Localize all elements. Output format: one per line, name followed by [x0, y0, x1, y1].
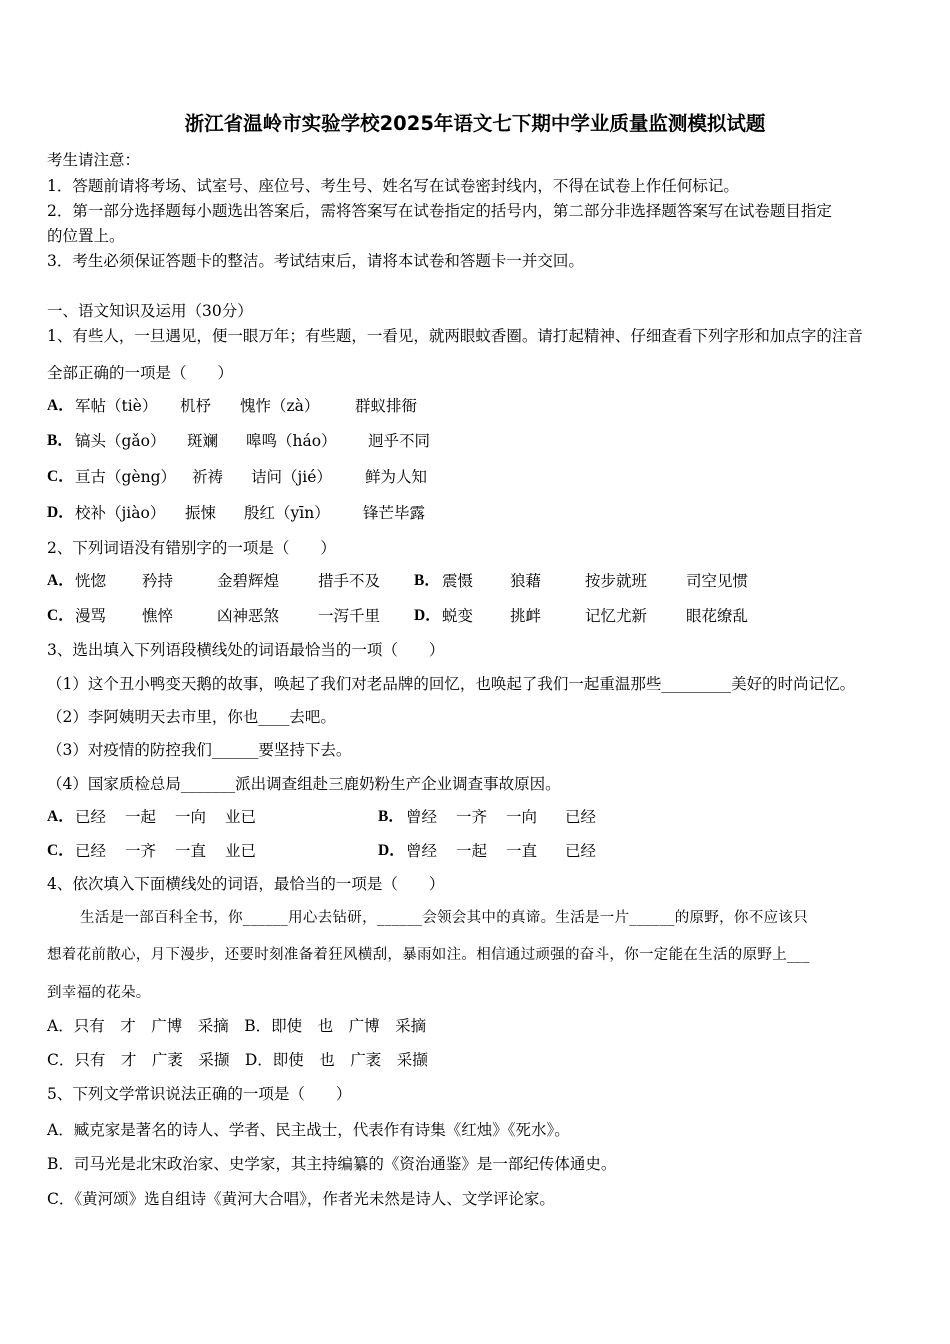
option-item: 一起: [456, 842, 488, 860]
option-label: A．: [47, 397, 74, 414]
question-3-stem: 3、选出填入下列语段横线处的词语最恰当的一项（ ）: [47, 641, 445, 659]
question-3-sentence: （3）对疫情的防控我们______要坚持下去。: [47, 741, 352, 759]
option-item: 憔悴: [142, 607, 174, 625]
option-item: 措手不及: [318, 572, 381, 590]
option-item: 诘问（jié）: [251, 468, 332, 486]
question-4-passage: 生活是一部百科全书，你______用心去钻研，______会领会其中的真谛。生活是一片______的原野，你不应该只: [80, 910, 808, 926]
option-item: 殷红（yīn）: [244, 504, 330, 522]
option-item: 一向: [506, 808, 538, 826]
option-item: 一泻千里: [318, 607, 381, 625]
option-label: D．: [414, 607, 441, 624]
option-item: 一齐: [125, 842, 157, 860]
option-item: 已经: [565, 842, 597, 860]
option-item: 一齐: [456, 808, 488, 826]
option-item: 群蚁排衙: [355, 397, 418, 415]
question-5-stem: 5、下列文学常识说法正确的一项是（ ）: [47, 1085, 352, 1103]
question-3-sentence: （4）国家质检总局_______派出调查组赴三鹿奶粉生产企业调查事故原因。: [47, 775, 561, 793]
question-2-stem: 2、下列词语没有错别字的一项是（ ）: [47, 539, 336, 557]
option-label: D．: [378, 842, 405, 859]
option-item: 眼花缭乱: [686, 607, 749, 625]
option-item: 已经: [75, 842, 107, 860]
option-item: 曾经: [406, 842, 438, 860]
option-item: 狼藉: [510, 572, 542, 590]
option-item: 嗥鸣（háo）: [246, 432, 337, 450]
option-item: 校补（jiào）: [75, 504, 166, 522]
option-label: B．: [378, 808, 404, 825]
option-item: 镐头（gǎo）: [75, 432, 166, 450]
option-item: 一起: [125, 808, 157, 826]
option-item: 恍惚: [75, 572, 107, 590]
notice-item: 3．考生必须保证答题卡的整洁。考试结束后，请将本试卷和答题卡一并交回。: [47, 252, 584, 270]
option-item: 机杼: [180, 397, 212, 415]
question-5-option: C．《黄河颂》选自组诗《黄河大合唱》，作者光未然是诗人、文学评论家。: [47, 1190, 555, 1208]
option-label: A．: [47, 572, 74, 589]
option-item: 一向: [175, 808, 207, 826]
option-label: B．: [47, 432, 73, 449]
option-item: 一直: [175, 842, 207, 860]
option-item: 挑衅: [510, 607, 542, 625]
option-item: 已经: [75, 808, 107, 826]
question-1-stem: 1、有些人，一旦遇见，便一眼万年；有些题，一看见，就两眼蚊香圈。请打起精神、仔细查看下列字形和加点字的注音: [47, 327, 863, 345]
question-3-sentence: （1）这个丑小鸭变天鹅的故事，唤起了我们对老品牌的回忆，也唤起了我们一起重温那些_________美好的时尚记忆。: [47, 675, 856, 693]
option-item: 蜕变: [442, 607, 474, 625]
question-4-option: C．只有 才 广袤 采撷 D．即使 也 广袤 采撷: [47, 1051, 428, 1069]
option-item: 斑斓: [187, 432, 219, 450]
page-title: 浙江省温岭市实验学校2025年语文七下期中学业质量监测模拟试题: [184, 112, 766, 135]
option-item: 军帖（tiè）: [75, 397, 158, 415]
option-item: 亘古（gèng）: [75, 468, 177, 486]
option-label: C．: [47, 468, 74, 485]
question-3-sentence: （2）李阿姨明天去市里，你也____去吧。: [47, 708, 336, 726]
option-item: 愧怍（zà）: [240, 397, 320, 415]
option-item: 鲜为人知: [365, 468, 428, 486]
option-label: B．: [414, 572, 440, 589]
option-item: 凶神恶煞: [217, 607, 280, 625]
option-item: 按步就班: [585, 572, 648, 590]
option-label: C．: [47, 842, 74, 859]
question-4-stem: 4、依次填入下面横线处的词语，最恰当的一项是（ ）: [47, 875, 445, 893]
question-5-option: B．司马光是北宋政治家、史学家，其主持编纂的《资治通鉴》是一部纪传体通史。: [47, 1155, 617, 1173]
option-item: 震慑: [442, 572, 474, 590]
option-item: 漫骂: [75, 607, 107, 625]
notice-item: 1．答题前请将考场、试室号、座位号、考生号、姓名写在试卷密封线内，不得在试卷上作任何标记。: [47, 177, 739, 195]
option-item: 已经: [565, 808, 597, 826]
option-item: 金碧辉煌: [217, 572, 280, 590]
option-label: C．: [47, 607, 74, 624]
question-1-stem: 全部正确的一项是（ ）: [47, 364, 234, 382]
option-item: 业已: [225, 842, 257, 860]
option-item: 迥乎不同: [368, 432, 431, 450]
notice-item: 2．第一部分选择题每小题选出答案后，需将答案写在试卷指定的括号内，第二部分非选择题答案写在试卷题目指定: [47, 202, 832, 220]
option-label: A．: [47, 808, 74, 825]
option-item: 司空见惯: [686, 572, 749, 590]
option-item: 锋芒毕露: [363, 504, 426, 522]
option-item: 一直: [506, 842, 538, 860]
option-label: D．: [47, 504, 74, 521]
notice-item: 的位置上。: [47, 227, 125, 245]
question-5-option: A．臧克家是著名的诗人、学者、民主战士，代表作有诗集《红烛》《死水》。: [47, 1121, 570, 1139]
option-item: 业已: [225, 808, 257, 826]
question-4-option: A．只有 才 广博 采摘 B．即使 也 广博 采摘: [47, 1017, 427, 1035]
option-item: 记忆尤新: [585, 607, 648, 625]
question-4-passage: 到幸福的花朵。: [47, 985, 151, 1001]
option-item: 振悚: [185, 504, 217, 522]
notice-heading: 考生请注意：: [47, 151, 141, 169]
option-item: 曾经: [406, 808, 438, 826]
option-item: 矜持: [142, 572, 174, 590]
option-item: 祈祷: [192, 468, 224, 486]
section-heading: 一、语文知识及运用（30分）: [47, 302, 253, 320]
question-4-passage: 想着花前散心，月下漫步，还要时刻准备着狂风横刮，暴雨如注。相信通过顽强的奋斗，你一定能在生活的原野上___: [47, 947, 810, 963]
